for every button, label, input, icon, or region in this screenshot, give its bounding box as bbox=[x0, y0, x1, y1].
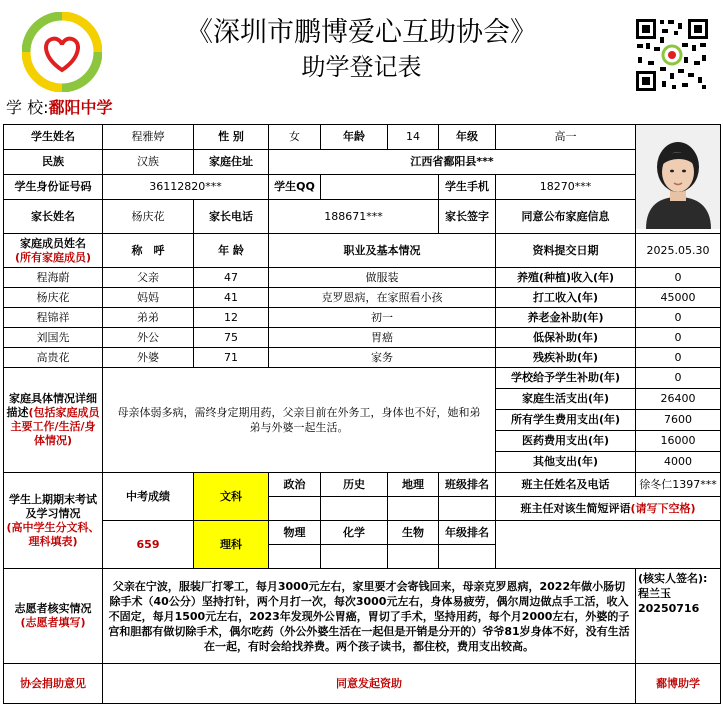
student-id-number: 36112820*** bbox=[103, 175, 269, 200]
label-parent-name: 家长姓名 bbox=[4, 200, 103, 234]
income-breeding: 0 bbox=[636, 268, 721, 288]
student-address: 江西省鄱阳县*** bbox=[269, 150, 636, 175]
member-relation: 弟弟 bbox=[103, 308, 194, 328]
student-photo-icon bbox=[636, 125, 721, 229]
table-row bbox=[4, 268, 721, 288]
member-info: 克罗恩病，在家照看小孩 bbox=[269, 288, 496, 308]
label-volunteer bbox=[4, 569, 103, 664]
registration-table bbox=[3, 124, 721, 704]
pension: 0 bbox=[636, 308, 721, 328]
label-age: 年龄 bbox=[321, 125, 388, 150]
member-age: 41 bbox=[194, 288, 269, 308]
class-rank-value bbox=[439, 497, 496, 521]
label-chemistry: 化学 bbox=[321, 521, 388, 545]
student-qq bbox=[321, 175, 439, 200]
score-history bbox=[321, 497, 388, 521]
situation-subtitle: (包括家庭成员主要工作/生活/身体情况) bbox=[10, 406, 100, 447]
student-ethnicity: 汉族 bbox=[103, 150, 194, 175]
member-info: 做服装 bbox=[269, 268, 496, 288]
label-id-number: 学生身份证号码 bbox=[4, 175, 103, 200]
low-insurance: 0 bbox=[636, 328, 721, 348]
exam-score: 659 bbox=[103, 521, 194, 569]
member-relation: 外婆 bbox=[103, 348, 194, 368]
label-situation bbox=[4, 368, 103, 473]
science-label: 理科 bbox=[194, 521, 269, 569]
member-name: 刘国先 bbox=[4, 328, 103, 348]
label-student-name: 学生姓名 bbox=[4, 125, 103, 150]
member-name: 程海蔚 bbox=[4, 268, 103, 288]
label-teacher-info: 班主任姓名及电话 bbox=[496, 473, 636, 497]
label-grade-rank: 年级排名 bbox=[439, 521, 496, 545]
label-member-age: 年 龄 bbox=[194, 234, 269, 268]
label-parent-phone: 家长电话 bbox=[194, 200, 269, 234]
label-medical-expense: 医药费用支出(年) bbox=[496, 431, 636, 452]
members-subtitle: (所有家庭成员) bbox=[14, 250, 92, 264]
member-age: 47 bbox=[194, 268, 269, 288]
form-subtitle: 助学登记表 bbox=[301, 53, 422, 81]
label-geography: 地理 bbox=[388, 473, 439, 497]
student-phone: 18270*** bbox=[496, 175, 636, 200]
label-disability: 残疾补助(年) bbox=[496, 348, 636, 368]
student-gender: 女 bbox=[269, 125, 321, 150]
parent-phone: 188671*** bbox=[269, 200, 439, 234]
form-title: 《深圳市鹏博爱心互助协会》 bbox=[186, 17, 537, 48]
label-student-expense: 所有学生费用支出(年) bbox=[496, 410, 636, 431]
student-age: 14 bbox=[388, 125, 439, 150]
member-name: 杨庆花 bbox=[4, 288, 103, 308]
family-expense: 26400 bbox=[636, 389, 721, 410]
label-relation: 称 呼 bbox=[103, 234, 194, 268]
member-age: 12 bbox=[194, 308, 269, 328]
label-submit-date: 资料提交日期 bbox=[496, 234, 636, 268]
student-photo bbox=[636, 125, 721, 234]
teacher-comment bbox=[496, 521, 721, 569]
member-info: 胃癌 bbox=[269, 328, 496, 348]
teacher-comment-label bbox=[496, 497, 721, 521]
student-expense: 7600 bbox=[636, 410, 721, 431]
org-sign: 鄱博助学 bbox=[636, 664, 721, 704]
label-job-info: 职业及基本情况 bbox=[269, 234, 496, 268]
verifier: (核实人签名): 程兰玉20250716 bbox=[636, 569, 721, 664]
situation-title: 家庭具体情况详细描述 bbox=[6, 392, 97, 419]
label-parent-sign: 家长签字 bbox=[439, 200, 496, 234]
submit-date: 2025.05.30 bbox=[636, 234, 721, 268]
label-grade: 年级 bbox=[439, 125, 496, 150]
member-info: 初一 bbox=[269, 308, 496, 328]
header bbox=[0, 0, 723, 95]
opinion: 同意发起资助 bbox=[103, 664, 636, 704]
parent-name: 杨庆花 bbox=[103, 200, 194, 234]
school-aid: 0 bbox=[636, 368, 721, 389]
score-chemistry bbox=[321, 545, 388, 569]
label-school-aid: 学校给予学生补助(年) bbox=[496, 368, 636, 389]
member-relation: 外公 bbox=[103, 328, 194, 348]
study-title: 学生上期期末考试及学习情况 bbox=[9, 492, 97, 520]
label-physics: 物理 bbox=[269, 521, 321, 545]
other-expense: 4000 bbox=[636, 452, 721, 473]
volunteer-title: 志愿者核实情况 bbox=[14, 602, 92, 615]
label-home-address: 家庭住址 bbox=[194, 150, 269, 175]
members-title: 家庭成员姓名 bbox=[20, 236, 86, 250]
student-grade: 高一 bbox=[496, 125, 636, 150]
label-members bbox=[4, 234, 103, 268]
medical-expense: 16000 bbox=[636, 431, 721, 452]
label-class-rank: 班级排名 bbox=[439, 473, 496, 497]
member-info: 家务 bbox=[269, 348, 496, 368]
label-ethnicity: 民族 bbox=[4, 150, 103, 175]
school-name: 鄱阳中学 bbox=[48, 98, 113, 117]
member-name: 高贵花 bbox=[4, 348, 103, 368]
label-exam: 中考成绩 bbox=[103, 473, 194, 521]
score-geography bbox=[388, 497, 439, 521]
student-name: 程雅婷 bbox=[103, 125, 194, 150]
grade-rank-value bbox=[439, 545, 496, 569]
table-row bbox=[4, 288, 721, 308]
agree-publish: 同意公布家庭信息 bbox=[496, 200, 636, 234]
label-study bbox=[4, 473, 103, 569]
study-subtitle: (高中学生分文科、理科填表) bbox=[6, 520, 100, 548]
label-qq: 学生QQ bbox=[269, 175, 321, 200]
teacher-info: 徐冬仁1397*** bbox=[636, 473, 721, 497]
member-age: 71 bbox=[194, 348, 269, 368]
teacher-comment-hint: (请写下空格) bbox=[630, 501, 696, 515]
label-other-expense: 其他支出(年) bbox=[496, 452, 636, 473]
teacher-comment-title: 班主任对该生简短评语 bbox=[520, 501, 631, 515]
table-row bbox=[4, 328, 721, 348]
member-relation: 妈妈 bbox=[103, 288, 194, 308]
member-name: 程锦祥 bbox=[4, 308, 103, 328]
member-relation: 父亲 bbox=[103, 268, 194, 288]
income-work: 45000 bbox=[636, 288, 721, 308]
member-age: 75 bbox=[194, 328, 269, 348]
label-phone: 学生手机 bbox=[439, 175, 496, 200]
volunteer-subtitle: (志愿者填写) bbox=[20, 616, 86, 629]
situation-text: 母亲体弱多病，需终身定期用药，父亲目前在外务工，身体也不好，她和弟弟与外婆一起生活。 bbox=[103, 368, 496, 473]
score-biology bbox=[388, 545, 439, 569]
school-line bbox=[6, 97, 113, 119]
label-family-expense: 家庭生活支出(年) bbox=[496, 389, 636, 410]
arts-label: 文科 bbox=[194, 473, 269, 521]
school-label: 学 校: bbox=[6, 98, 49, 117]
label-politics: 政治 bbox=[269, 473, 321, 497]
table-row bbox=[4, 308, 721, 328]
qr-code-icon bbox=[634, 17, 710, 93]
label-biology: 生物 bbox=[388, 521, 439, 545]
label-income-breeding: 养殖(种植)收入(年) bbox=[496, 268, 636, 288]
score-physics bbox=[269, 545, 321, 569]
label-low-insurance: 低保补助(年) bbox=[496, 328, 636, 348]
label-pension: 养老金补助(年) bbox=[496, 308, 636, 328]
label-gender: 性 别 bbox=[194, 125, 269, 150]
score-politics bbox=[269, 497, 321, 521]
label-history: 历史 bbox=[321, 473, 388, 497]
volunteer-text: 父亲在宁波，服装厂打零工，每月3000元左右，家里要才会寄钱回来，母亲克罗恩病，2022年做小肠切除手术（40公分）坚持打针，两个月打一次，每次3000元左右，身体易疲劳，偶尔周边做点手工活，收入不固定，每月1500元左右，2023年发现外公胃癌，胃切了手术，坚持用药，每个月2000左右，外婆的子宫和胆都有做切除手术，偶尔吃药（外公外婆生活在一起但是开销是分开的）爷爷81岁身体不好，没有生活在一起，有时会给找养费。两个孩子读书，都住校，费用支出较高。 bbox=[103, 569, 636, 664]
label-income-work: 打工收入(年) bbox=[496, 288, 636, 308]
disability: 0 bbox=[636, 348, 721, 368]
label-association-opinion: 协会捐助意见 bbox=[4, 664, 103, 704]
table-row bbox=[4, 348, 721, 368]
